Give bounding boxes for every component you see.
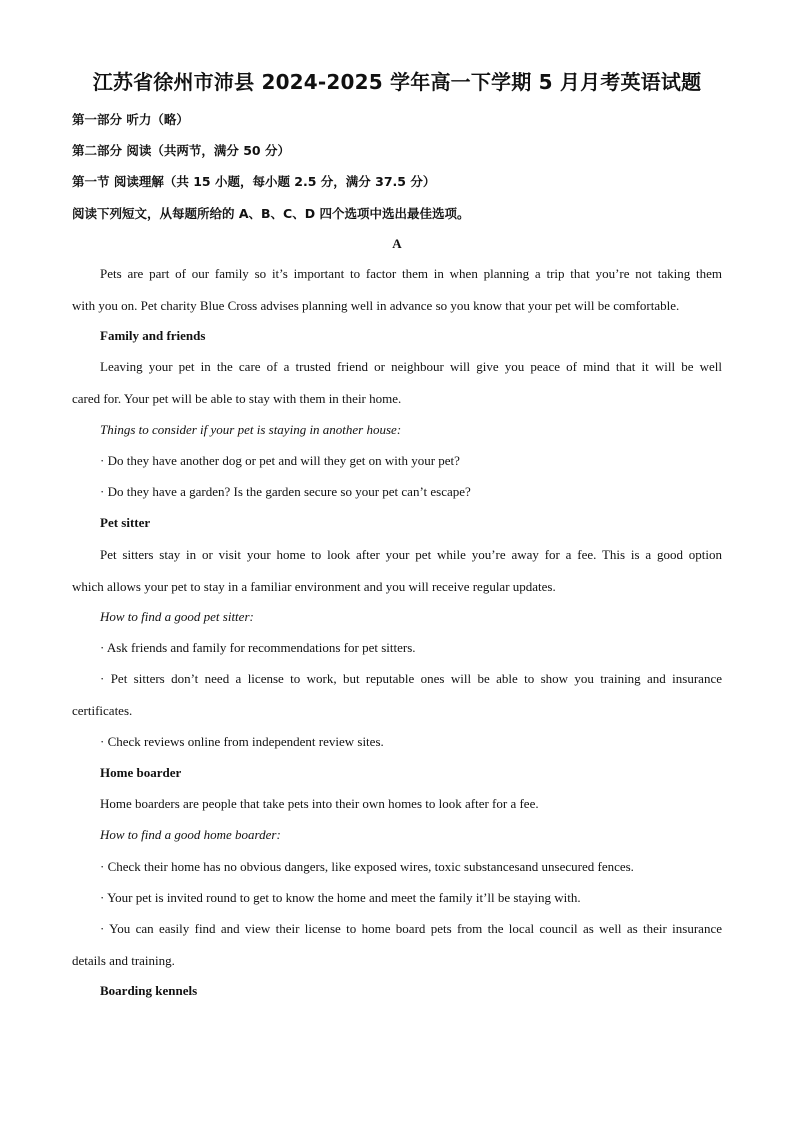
heading-pet-sitter: Pet sitter [100,515,151,530]
part1-listening: 第一部分 听力（略） [72,112,189,127]
exam-title: 江苏省徐州市沛县 2024-2025 学年高一下学期 5 月月考英语试题 [92,70,702,94]
heading-home-boarder: Home boarder [100,765,182,780]
sitter-subheading: How to find a good pet sitter: [100,609,254,624]
sitter-line-2: which allows your pet to stay in a familiar environment and you will receive regular updates. [72,578,556,594]
sitter-bullet-1: · Ask friends and family for recommendations for pet sitters. [100,640,416,655]
boarder-bullet-2: · Your pet is invited round to get to know the home and meet the family it’ll be staying with. [100,890,581,905]
section1-comprehension: 第一节 阅读理解（共 15 小题，每小题 2.5 分，满分 37.5 分） [72,174,436,189]
sitter-bullet-2 [72,663,722,726]
sitter-bullet-3: · Check reviews online from independent review sites. [100,734,384,749]
family-line-1: Leaving your pet in the care of a trusted friend or neighbour will give you peace of mind that it will be well [100,359,722,374]
sitter-paragraph [72,539,722,602]
family-bullet-1: · Do they have another dog or pet and will they get on with your pet? [100,453,460,468]
boarder-bullet-3 [72,913,722,976]
boarder-bullet-3-line-1: · You can easily find and view their license to home board pets from the local council as well as their insurance [100,921,722,936]
sitter-bullet-2-line-2: certificates. [72,702,133,718]
family-subheading: Things to consider if your pet is staying in another house: [100,422,402,437]
intro-paragraph [72,258,722,321]
family-line-2: cared for. Your pet will be able to stay with them in their home. [72,390,402,406]
boarder-paragraph: Home boarders are people that take pets into their own homes to look after for a fee. [100,796,539,811]
boarder-bullet-3-line-2: details and training. [72,952,175,968]
sitter-line-1: Pet sitters stay in or visit your home to look after your pet while you’re away for a fee. This is a good option [100,547,722,562]
sitter-bullet-2-line-1: · Pet sitters don’t need a license to work, but reputable ones will be able to show you training and insurance [100,671,722,686]
part2-reading: 第二部分 阅读（共两节，满分 50 分） [72,143,290,158]
boarder-subheading: How to find a good home boarder: [100,827,281,842]
boarder-bullet-1: · Check their home has no obvious dangers, like exposed wires, toxic substancesand unsecured fences. [100,859,634,874]
family-paragraph [72,351,722,414]
heading-boarding-kennels: Boarding kennels [100,983,198,998]
intro-line-1: Pets are part of our family so it’s important to factor them in when planning a trip that you’re not taking them [100,266,722,281]
heading-family-friends: Family and friends [100,328,206,343]
intro-line-2: with you on. Pet charity Blue Cross advises planning well in advance so you know that your pet will be comfortable. [72,297,680,313]
family-bullet-2: · Do they have a garden? Is the garden secure so your pet can’t escape? [100,484,471,499]
passage-label: A [392,236,402,251]
reading-directions: 阅读下列短文，从每题所给的 A、B、C、D 四个选项中选出最佳选项。 [72,206,470,221]
